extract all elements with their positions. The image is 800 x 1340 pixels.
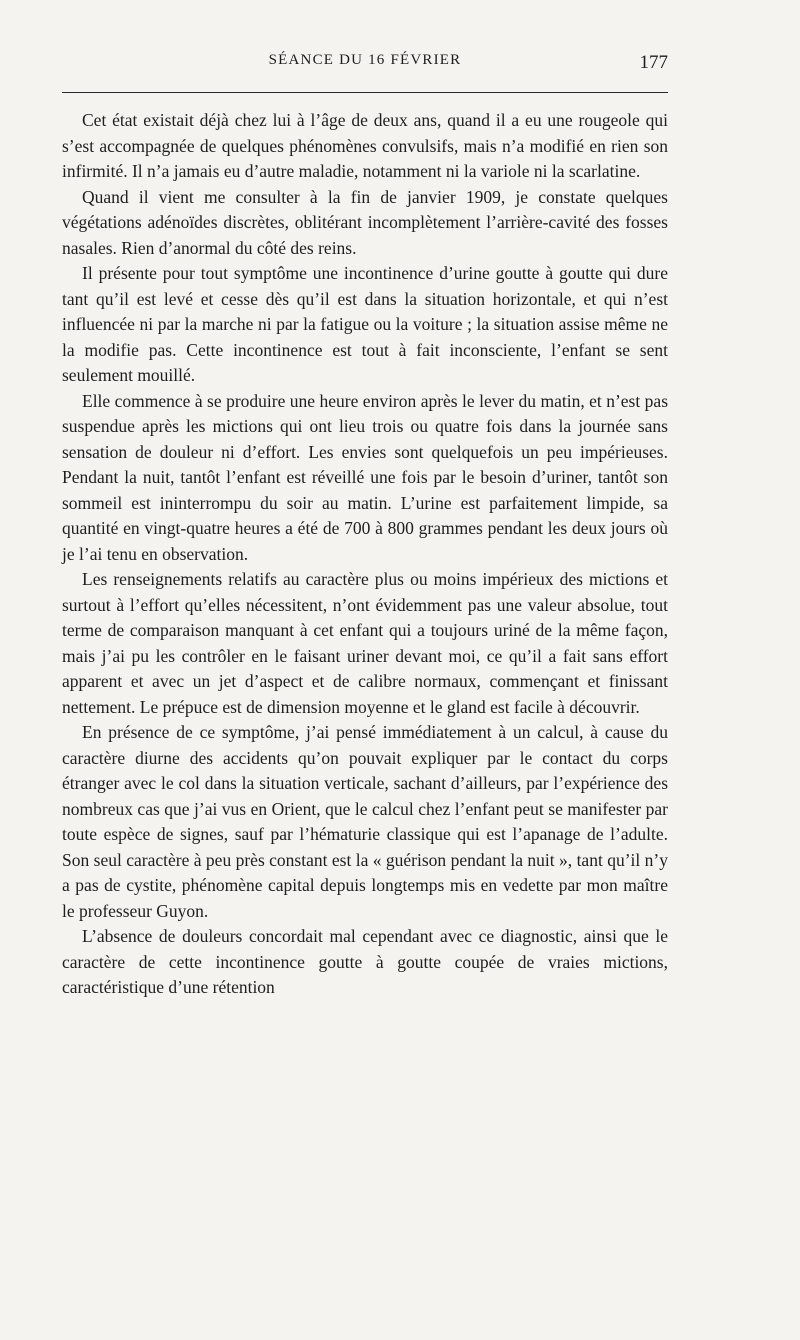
paragraph-7: L’absence de douleurs concordait mal cependant avec ce diagnostic, ainsi que le caractère de cette incontinence goutte à goutte coupée de vraies mictions, caractéristique d’une rétention [62, 926, 668, 997]
page-header [62, 52, 668, 76]
paragraph-4: Elle commence à se produire une heure environ après le lever du matin, et n’est pas suspendue après les mictions qui ont lieu trois ou quatre fois dans la journée sans sensation de douleur ni d’effort. Les envies sont quelquefois un peu impérieuses. Pendant la nuit, tantôt l’enfant est réveillé une fois par le besoin d’uriner, tantôt son sommeil est ininterrompu du soir au matin. L’urine est parfaitement limpide, sa quantité en vingt-quatre heures a été de 700 à 800 grammes pendant les deux jours où je l’ai tenu en observation. [62, 390, 668, 564]
paragraph-5: Les renseignements relatifs au caractère plus ou moins impérieux des mictions et surtout à l’effort qu’elles nécessitent, n’ont évidemment pas une valeur absolue, tout terme de comparaison manquant à cet enfant qui a toujours uriné de la même façon, mais j’ai pu les contrôler en le faisant uriner devant moi, ce qu’il a fait sans effort apparent et avec un jet d’aspect et de calibre normaux, commençant et finissant nettement. Le prépuce est de dimension moyenne et le gland est facile à découvrir. [62, 569, 668, 717]
paragraph-1: Cet état existait déjà chez lui à l’âge de deux ans, quand il a eu une rougeole qui s’est accompagnée de quelques phénomènes convulsifs, mais n’a modifié en rien son infirmité. Il n’a jamais eu d’autre maladie, notamment ni la variole ni la scarlatine. [62, 110, 668, 181]
header-rule [62, 92, 668, 93]
paragraph-3: Il présente pour tout symptôme une incontinence d’urine goutte à goutte qui dure tant qu’il est levé et cesse dès qu’il est dans la situation horizontale, et qui n’est influencée ni par la marche ni par la fatigue ou la voiture ; la situation assise même ne la modifie pas. Cette incontinence est tout à fait inconsciente, l’enfant se sent seulement mouillé. [62, 263, 668, 385]
paragraph-2: Quand il vient me consulter à la fin de janvier 1909, je constate quelques végétations adénoïdes discrètes, oblitérant incomplètement l’arrière-cavité des fosses nasales. Rien d’anormal du côté des reins. [62, 186, 668, 258]
body-text [62, 108, 668, 1001]
paragraph-6: En présence de ce symptôme, j’ai pensé immédiatement à un calcul, à cause du caractère diurne des accidents qu’on pouvait expliquer par le contact du corps étranger avec le col dans la situation verticale, sachant d’ailleurs, par l’expérience des nombreux cas que j’ai vus en Orient, que le calcul chez l’enfant peut se manifester par toute espèce de signes, sauf par l’hématurie classique qui est l’apanage de l’adulte. Son seul caractère à peu près constant est la « guérison pendant la nuit », tant qu’il n’y a pas de cystite, phénomène capital depuis longtemps mis en vedette par mon maître le professeur Guyon. [62, 722, 668, 921]
running-head: SÉANCE DU 16 FÉVRIER [268, 52, 462, 68]
page-number: 177 [639, 52, 668, 73]
